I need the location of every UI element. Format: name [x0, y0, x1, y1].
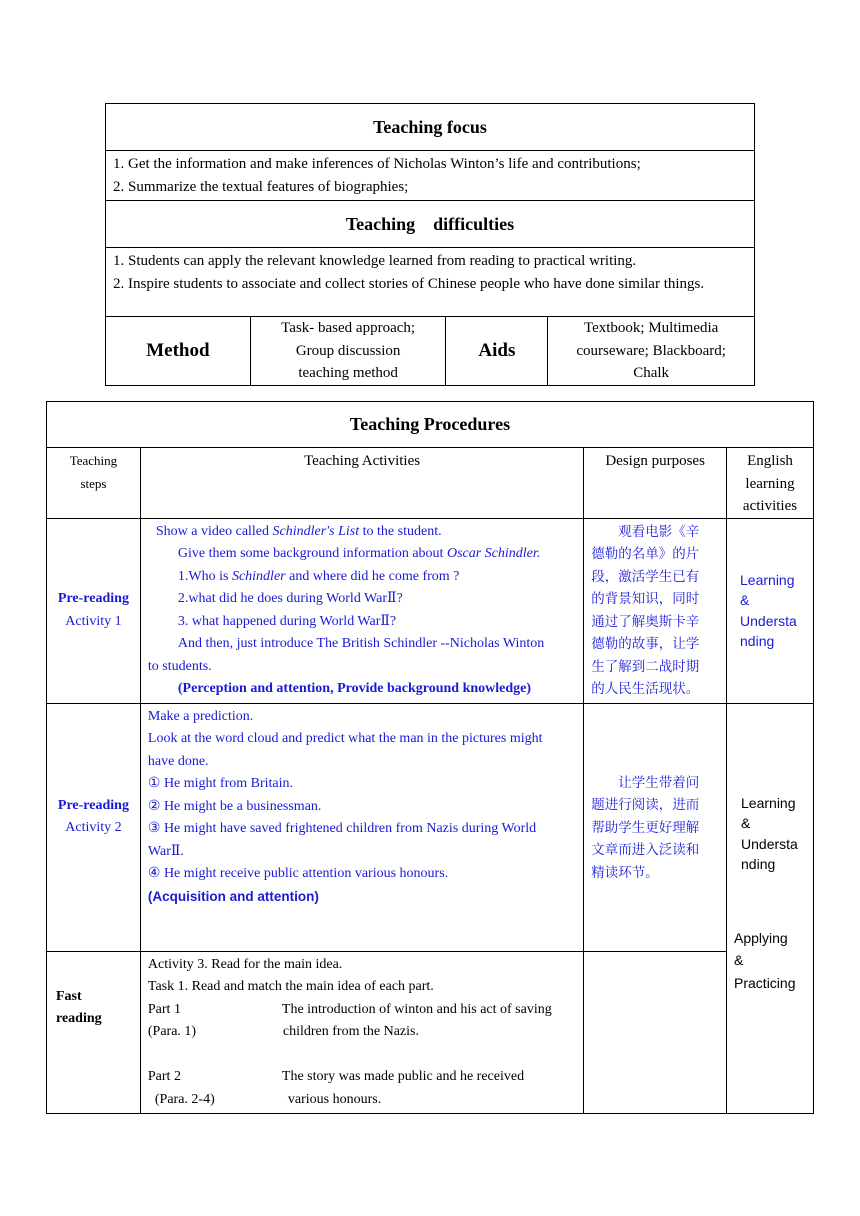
english-line: & — [741, 815, 751, 831]
activity-line: ④ He might receive public attention various honours. — [147, 866, 449, 881]
header-activities: Teaching Activities — [140, 448, 583, 519]
part-paragraph: (Para. 2-4) — [154, 1091, 215, 1107]
header-english — [727, 448, 814, 519]
focus-item-1: 1. Get the information and make inferences of Nicholas Winton’s life and contributions; — [113, 156, 641, 172]
method-label: Method — [106, 317, 251, 386]
header-english-line-3: activities — [742, 498, 798, 514]
purpose-line: 通过了解奥斯卡辛 — [591, 613, 700, 630]
activity-line: Make a prediction. — [147, 708, 254, 724]
activity-line: Show a video called Schindler's List to the student. — [155, 523, 442, 539]
aids-line-2: courseware; Blackboard; — [576, 342, 726, 359]
activity-line: 1.Who is Schindler and where did he come from ? — [177, 568, 460, 584]
english-line: nding — [740, 633, 775, 649]
teaching-procedures-table — [46, 401, 814, 1114]
purpose-line: 帮助学生更好理解 — [591, 819, 700, 836]
step-subtitle: Activity 1 — [65, 613, 122, 629]
purpose-line: 德勒的名单》的片 — [591, 546, 700, 562]
english-line: Applying — [734, 929, 788, 946]
english-activity-2 — [727, 703, 814, 1114]
purpose-line: 的背景知识，同时 — [591, 591, 700, 607]
english-line: Understa — [740, 612, 797, 629]
part-paragraph: (Para. 1) — [147, 1024, 197, 1039]
part-idea: children from the Nazis. — [282, 1024, 419, 1039]
purpose-3 — [584, 951, 727, 1114]
activity-line: ③ He might have saved frightened children from Nazis during World — [147, 821, 537, 836]
teaching-info-table — [105, 103, 755, 386]
english-activity-1 — [727, 518, 814, 703]
activity-line: ① He might from Britain. — [147, 776, 294, 791]
activity-line: ② He might be a businessman. — [147, 798, 322, 814]
part-label: Part 1 — [147, 1001, 181, 1017]
step-pre-reading-2 — [47, 703, 141, 951]
activity-line: Look at the word cloud and predict what the man in the pictures might — [147, 731, 543, 746]
english-line: nding — [741, 856, 776, 872]
english-learning-block — [727, 704, 813, 875]
header-steps-line-2: steps — [80, 475, 107, 491]
activity-note: (Acquisition and attention) — [147, 888, 319, 904]
focus-item-2: 2. Summarize the textual features of biographies; — [113, 178, 409, 195]
activity-3-content — [140, 951, 583, 1114]
aids-line-3: Chalk — [633, 365, 670, 382]
teaching-focus-body — [106, 151, 755, 201]
purpose-2 — [584, 703, 727, 951]
english-line: Learning — [741, 794, 796, 811]
part-1-row — [148, 999, 577, 1022]
step-fast-reading — [47, 951, 141, 1114]
activity-line: Task 1. Read and match the main idea of each part. — [147, 979, 434, 994]
activity-note: (Perception and attention, Provide background knowledge) — [177, 681, 532, 696]
header-english-line-2: learning — [745, 475, 795, 492]
activity-line: WarⅡ. — [147, 843, 184, 859]
purpose-line: 让学生带着问 — [591, 774, 700, 791]
activity-line: to students. — [147, 658, 212, 674]
aids-value — [548, 317, 755, 386]
teaching-difficulties-body — [106, 248, 755, 317]
purpose-line: 生了解到二战时期 — [591, 658, 700, 675]
part-idea: various honours. — [287, 1091, 382, 1107]
step-title: Pre-reading — [57, 797, 129, 813]
activity-line: Activity 3. Read for the main idea. — [147, 956, 343, 972]
method-value — [250, 317, 446, 386]
part-label: Part 2 — [147, 1069, 181, 1084]
part-idea: The introduction of winton and his act of saving — [281, 1001, 552, 1017]
purpose-line: 的人民生活现状。 — [591, 681, 700, 697]
purpose-line: 精读环节。 — [591, 864, 659, 881]
header-steps — [47, 448, 141, 519]
part-1-row-2 — [148, 1021, 577, 1044]
activity-1-content — [140, 518, 583, 703]
teaching-difficulties-title: Teaching difficulties — [106, 201, 755, 248]
english-line: Learning — [740, 571, 795, 588]
step-title: Fast — [56, 988, 82, 1004]
aids-label: Aids — [446, 317, 548, 386]
english-line: Understa — [741, 835, 798, 852]
teaching-focus-title: Teaching focus — [106, 104, 755, 151]
step-pre-reading-1 — [47, 518, 141, 703]
purpose-line: 题进行阅读，进而 — [591, 797, 700, 813]
activity-line: 2.what did he does during World WarⅡ? — [177, 591, 403, 606]
step-subtitle: Activity 2 — [65, 820, 122, 835]
procedures-title: Teaching Procedures — [47, 402, 814, 448]
purpose-line: 段，激活学生已有 — [591, 568, 700, 585]
activity-line: have done. — [147, 753, 209, 769]
activity-2-content — [140, 703, 583, 951]
header-steps-line-1: Teaching — [69, 453, 118, 468]
difficulty-item-2: 2. Inspire students to associate and collect stories of Chinese people who have done similar things. — [113, 275, 705, 292]
method-line-1: Task- based approach; — [281, 320, 416, 337]
english-line: & — [740, 592, 750, 608]
header-purposes: Design purposes — [584, 448, 727, 519]
english-line: Practicing — [734, 974, 796, 991]
step-title: Pre-reading — [57, 591, 129, 606]
activity-line: 3. what happened during World WarⅡ? — [177, 613, 397, 629]
purpose-line: 文章而进入泛读和 — [591, 842, 700, 858]
aids-line-1: Textbook; Multimedia — [583, 320, 719, 337]
step-subtitle: reading — [56, 1011, 102, 1026]
part-2-row — [148, 1066, 577, 1089]
method-line-3: teaching method — [298, 365, 398, 382]
header-english-line-1: English — [747, 453, 793, 469]
method-line-2: Group discussion — [295, 342, 401, 359]
part-2-row-2 — [148, 1089, 577, 1112]
purpose-1 — [584, 518, 727, 703]
purpose-line: 观看电影《辛 — [591, 523, 700, 540]
activity-line: Give them some background information about Oscar Schindler. — [177, 546, 541, 561]
english-applying-block — [727, 875, 813, 995]
part-idea: The story was made public and he received — [281, 1069, 525, 1084]
purpose-line: 德勒的故事，让学 — [591, 636, 700, 652]
english-line: & — [734, 952, 744, 968]
activity-line: And then, just introduce The British Schindler --Nicholas Winton — [177, 636, 545, 651]
difficulty-item-1: 1. Students can apply the relevant knowledge learned from reading to practical writing. — [113, 253, 637, 270]
